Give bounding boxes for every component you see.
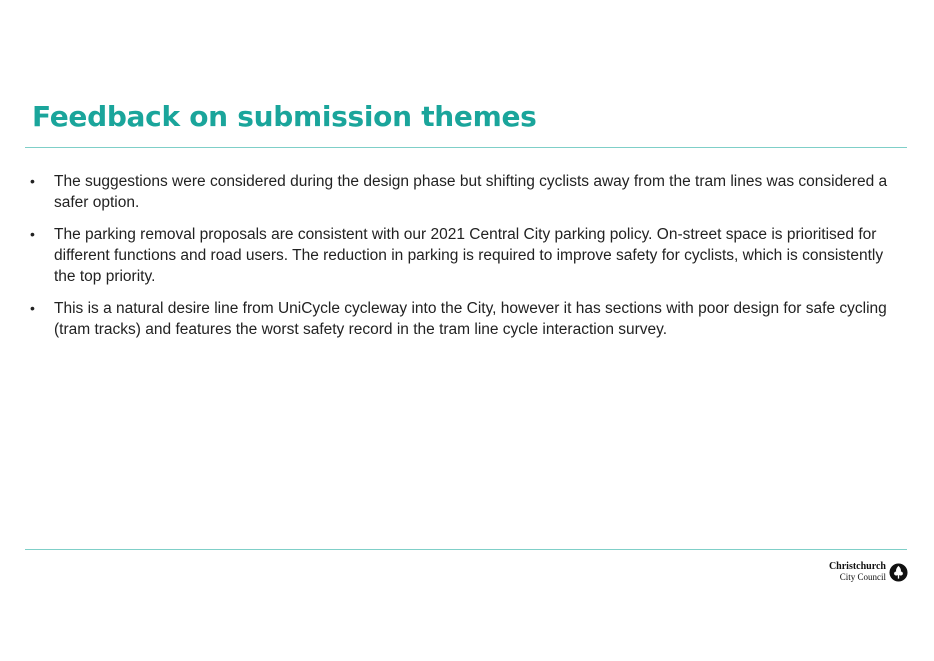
bullet-icon: • xyxy=(30,300,35,316)
bullet-icon: • xyxy=(30,226,35,242)
list-item xyxy=(30,298,900,340)
bullet-text: This is a natural desire line from UniCycle cycleway into the City, however it has sections with poor design for safe cycling (tram tracks) and features the worst safety record in the tram line cycle interaction survey. xyxy=(54,300,887,338)
bullet-icon: • xyxy=(30,173,35,189)
council-logo xyxy=(829,562,908,582)
bullet-text: The suggestions were considered during the design phase but shifting cyclists away from the tram lines was considered a safer option. xyxy=(54,173,888,211)
bullet-list xyxy=(30,171,900,351)
logo-text xyxy=(829,562,886,582)
logo-line-1: Christchurch xyxy=(828,561,886,572)
footer-divider xyxy=(25,549,907,550)
page-title: Feedback on submission themes xyxy=(32,100,537,133)
christchurch-city-council-logo-icon xyxy=(889,563,908,582)
list-item xyxy=(30,171,900,213)
list-item xyxy=(30,224,900,287)
logo-line-2: City Council xyxy=(839,572,886,582)
bullet-text: The parking removal proposals are consistent with our 2021 Central City parking policy. On-street space is prioritised for different functions and road users. The reduction in parking is required to improve safety for cyclists, which is consistently the top priority. xyxy=(54,226,884,285)
title-divider xyxy=(25,147,907,148)
